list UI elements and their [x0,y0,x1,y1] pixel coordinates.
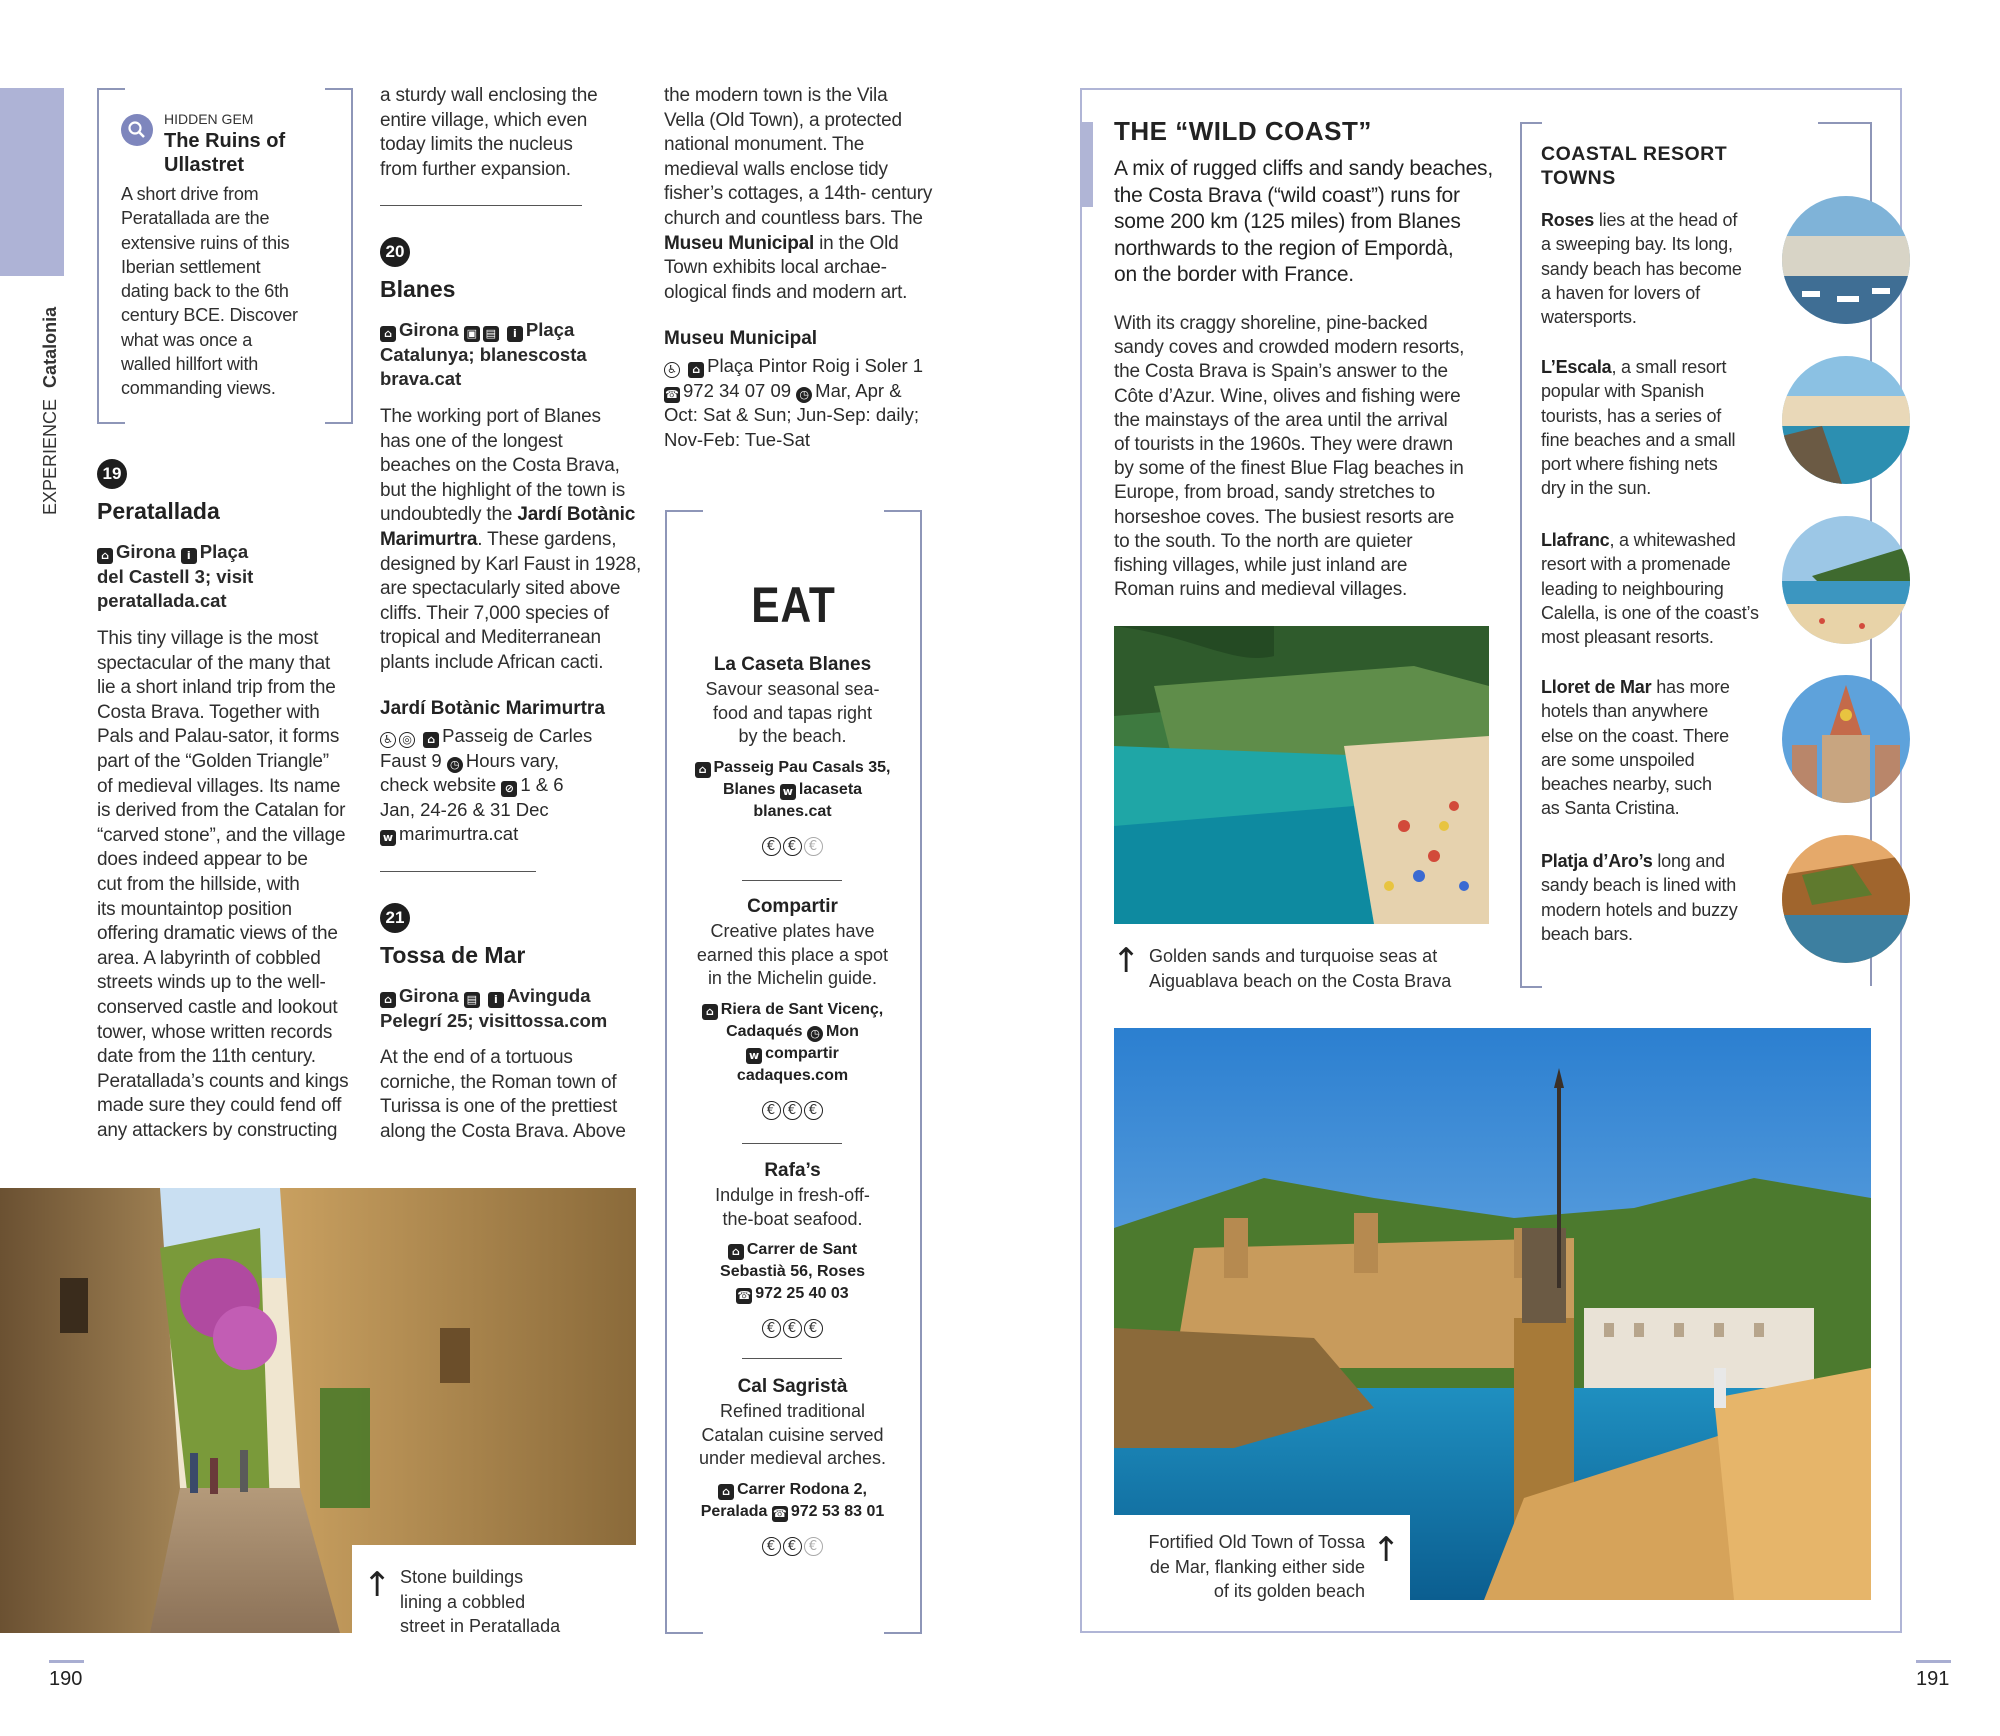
price-rating: € € € [680,1317,905,1338]
frame-accent-bar [1080,122,1093,207]
museu-info: ♿ ⌂ Plaça Pintor Roig i Soler 1 ☎ 972 34 07 09 ◷ Mar, Apr & Oct: Sat & Sun; Jun-Sep: daily; Nov-Feb: Tue-Sat [664,355,924,450]
arrow-up-icon: ↑ [1112,941,1141,981]
home-icon: ⌂ [695,762,711,778]
eat-item-info: ⌂ Riera de Sant Vicenç, Cadaqués ◷ Mon w compartir cadaques.com [680,999,905,1087]
access-icon: ◎ [399,732,415,748]
llafranc-photo [1782,516,1910,644]
resort-platja: Platja d’Aro’s long and sandy beach is lined with modern hotels and buzzy beach bars. [1541,851,1738,944]
lescala-photo [1782,356,1910,484]
eat-heading: EAT [751,577,836,633]
web-icon: w [380,830,396,846]
info-icon: i [507,326,523,342]
eat-item-desc: Creative plates have earned this place a spot in the Michelin guide. [696,921,889,988]
web-icon: w [746,1048,762,1064]
clock-icon: ◷ [807,1026,823,1042]
eat-item-4 [680,1376,905,1556]
blanes-info: ⌂ Girona ▣ ▤ i Plaça Catalunya; blanescosta brava.cat [380,319,587,389]
hidden-gem-text: A short drive from Peratallada are the extensive ruins of this Iberian settlement dating back to the 6th century BCE. Discover what was once a walled hillfort with commanding views. [121,184,298,399]
resort-bracket-left [1520,122,1542,988]
peratallada-photo-caption: Stone buildings lining a cobbled street in Peratallada [400,1567,561,1636]
col2-rule-2 [380,871,536,872]
wild-coast-title: THE “WILD COAST” [1114,116,1372,146]
roses-photo [1782,196,1910,324]
home-icon: ⌂ [702,1004,718,1020]
home-icon: ⌂ [380,326,396,342]
eat-item-info: ⌂ Passeig Pau Casals 35, Blanes w lacaseta blanes.cat [680,757,905,823]
price-rating: € € € [680,835,905,856]
peratallada-info: ⌂ Girona i Plaça del Castell 3; visit peratallada.cat [97,541,254,611]
home-icon: ⌂ [728,1244,744,1260]
eat-item-info: ⌂ Carrer de Sant Sebastià 56, Roses ☎ 972 25 40 03 [720,1241,865,1302]
eat-item-info: ⌂ Carrer Rodona 2, Peralada ☎ 972 53 83 01 [700,1480,885,1520]
web-icon: w [780,784,796,800]
tossa-info: ⌂ Girona ▤ i Avinguda Pelegrí 25; visittossa.com [380,985,608,1031]
aiguablava-beach-photo [1114,626,1489,924]
home-icon: ⌂ [688,362,704,378]
page-number-rule-left [49,1660,84,1663]
resort-roses: Roses lies at the head of a sweeping bay. Its long, sandy beach has become a haven for lovers of watersports. [1541,210,1742,328]
peratallada-text: This tiny village is the most spectacular of the many that lie a short inland trip from the Costa Brava. Together with Pals and Palau-sator, it forms part of the “Golden Triangle” of medieval villages. Its name is derived from the Catalan for “carved stone”, and the village does indeed appear to be cut from the hillside, with its mountaintop position offering dramatic views of the area. A labyrinth of cobbled streets winds up to the well- conserved castle and lookout tower, whose written records date from the 11th century. Peratallada’s counts and kings made sure they could fend off any attackers by constructing [97,628,349,1141]
blanes-title: Blanes [380,276,456,302]
side-label-region: Catalonia [40,306,60,388]
price-rating: € € € [680,1099,905,1120]
price-rating: € € € [680,1535,905,1556]
eat-item-3 [680,1160,905,1338]
home-icon: ⌂ [380,992,396,1008]
side-label [40,307,61,515]
eat-item-desc: Savour seasonal sea- food and tapas right by the beach. [705,679,880,746]
home-icon: ⌂ [97,548,113,564]
wild-coast-intro: A mix of rugged cliffs and sandy beaches, the Costa Brava (“wild coast”) runs for some 200 km (125 miles) from Blanes northwards to the region of Empordà, on the border with France. [1114,157,1493,287]
entry-number-19: 19 [97,459,127,489]
garden-info: ♿ ◎ ⌂ Passeig de Carles Faust 9 ◷ Hours vary, check website ⊘ 1 & 6 Jan, 24-26 & 31 Dec w marimurtra.cat [380,725,593,844]
bus-icon: ▤ [464,992,480,1008]
eat-item-name: Compartir [747,896,838,917]
info-icon: i [181,548,197,564]
tossa-text: At the end of a tortuous corniche, the Roman town of Turissa is one of the prettiest along the Costa Brava. Above [380,1047,626,1142]
museu-title: Museu Municipal [664,328,818,349]
phone-icon: ☎ [665,387,679,401]
home-icon: ⌂ [423,732,439,748]
col2-rule-1 [380,205,582,206]
eat-item-1 [680,654,905,856]
arrow-up-icon: ↑ [363,1565,392,1605]
entry-number-21: 21 [380,903,410,933]
peratallada-title: Peratallada [97,498,220,524]
tossa-title: Tossa de Mar [380,942,526,968]
eat-item-desc: Indulge in fresh-off- the-boat seafood. [715,1185,870,1229]
info-icon: i [488,992,504,1008]
col2-top-text: a sturdy wall enclosing the entire village, which even today limits the nucleus from further expansion. [380,85,598,180]
wheelchair-icon: ♿ [380,732,396,748]
garden-title: Jardí Botànic Marimurtra [380,698,605,719]
tossa-photo-caption: Fortified Old Town of Tossa de Mar, flanking either side of its golden beach [1148,1532,1365,1601]
blanes-text: The working port of Blanes has one of the longest beaches on the Costa Brava, but the highlight of the town is undoubtedly the Jardí Botànic Marimurtra. These gardens, designed by Karl Faust in 1928, are spectacularly sited above cliffs. Their 7,000 species of tropical and Mediterranean plants include African cacti. [380,406,642,673]
hidden-gem-title: The Ruins of Ullastret [164,130,286,176]
arrow-up-icon: ↑ [1372,1530,1401,1570]
home-icon: ⌂ [718,1484,734,1500]
phone-icon: ☎ [773,1506,787,1520]
page-number-left: 190 [49,1668,83,1690]
resort-title: COASTAL RESORT TOWNS [1541,143,1728,189]
closed-icon: ⊘ [501,781,517,797]
beach-photo-caption: Golden sands and turquoise seas at Aiguablava beach on the Costa Brava [1149,946,1452,991]
resort-lescala: L’Escala, a small resort popular with Spanish tourists, has a series of fine beaches and a small port where fishing nets dry in the sun. [1541,357,1736,499]
hidden-gem-icon [121,114,153,146]
wild-coast-text: With its craggy shoreline, pine-backed sandy coves and crowded modern resorts, the Costa Brava is Spain’s answer to the Côte d’Azur. Wine, olives and fishing were the mainstays of the area until the arrival of tourists in the 1960s. They were drawn by some of the finest Blue Flag beaches in Europe, from broad, sandy stretches to horseshoe coves. The busiest resorts are to the south. To the north are quieter fishing villages, while just inland are Roman ruins and medieval villages. [1114,313,1465,601]
eat-item-desc: Refined traditional Catalan cuisine served under medieval arches. [698,1401,887,1468]
eat-item-name: Rafa’s [764,1160,821,1181]
col3-top-text: the modern town is the Vila Vella (Old Town), a protected national monument. The medieval walls enclose tidy fisher’s cottages, a 14th- century church and countless bars. The Museu Municipal in the Old Town exhibits local archae- ological finds and modern art. [664,85,933,303]
resort-llafranc: Llafranc, a whitewashed resort with a promenade leading to neighbouring Calella, is one of the coast’s most pleasant resorts. [1541,530,1759,648]
platja-daro-photo [1782,835,1910,963]
eat-item-name: La Caseta Blanes [713,654,872,675]
side-label-prefix: EXPERIENCE [40,398,60,515]
entry-number-20: 20 [380,237,410,267]
eat-item-2 [680,896,905,1120]
hidden-gem-kicker: HIDDEN GEM [164,111,254,127]
eat-rule-1 [742,880,842,881]
wheelchair-icon: ♿ [664,362,680,378]
page-number-right: 191 [1916,1668,1950,1690]
page-number-rule-right [1916,1660,1951,1663]
bus-icon: ▤ [483,326,499,342]
lloret-photo [1782,675,1910,803]
clock-icon: ◷ [796,387,812,403]
clock-icon: ◷ [447,757,463,773]
resort-lloret: Lloret de Mar has more hotels than anywhere else on the coast. There are some unspoiled beaches nearby, such as Santa Cristina. [1541,677,1730,819]
eat-item-name: Cal Sagristà [737,1376,848,1397]
eat-rule-2 [742,1143,842,1144]
phone-icon: ☎ [737,1289,752,1302]
train-icon: ▣ [464,326,480,342]
eat-rule-3 [742,1358,842,1359]
side-tab [0,88,64,276]
